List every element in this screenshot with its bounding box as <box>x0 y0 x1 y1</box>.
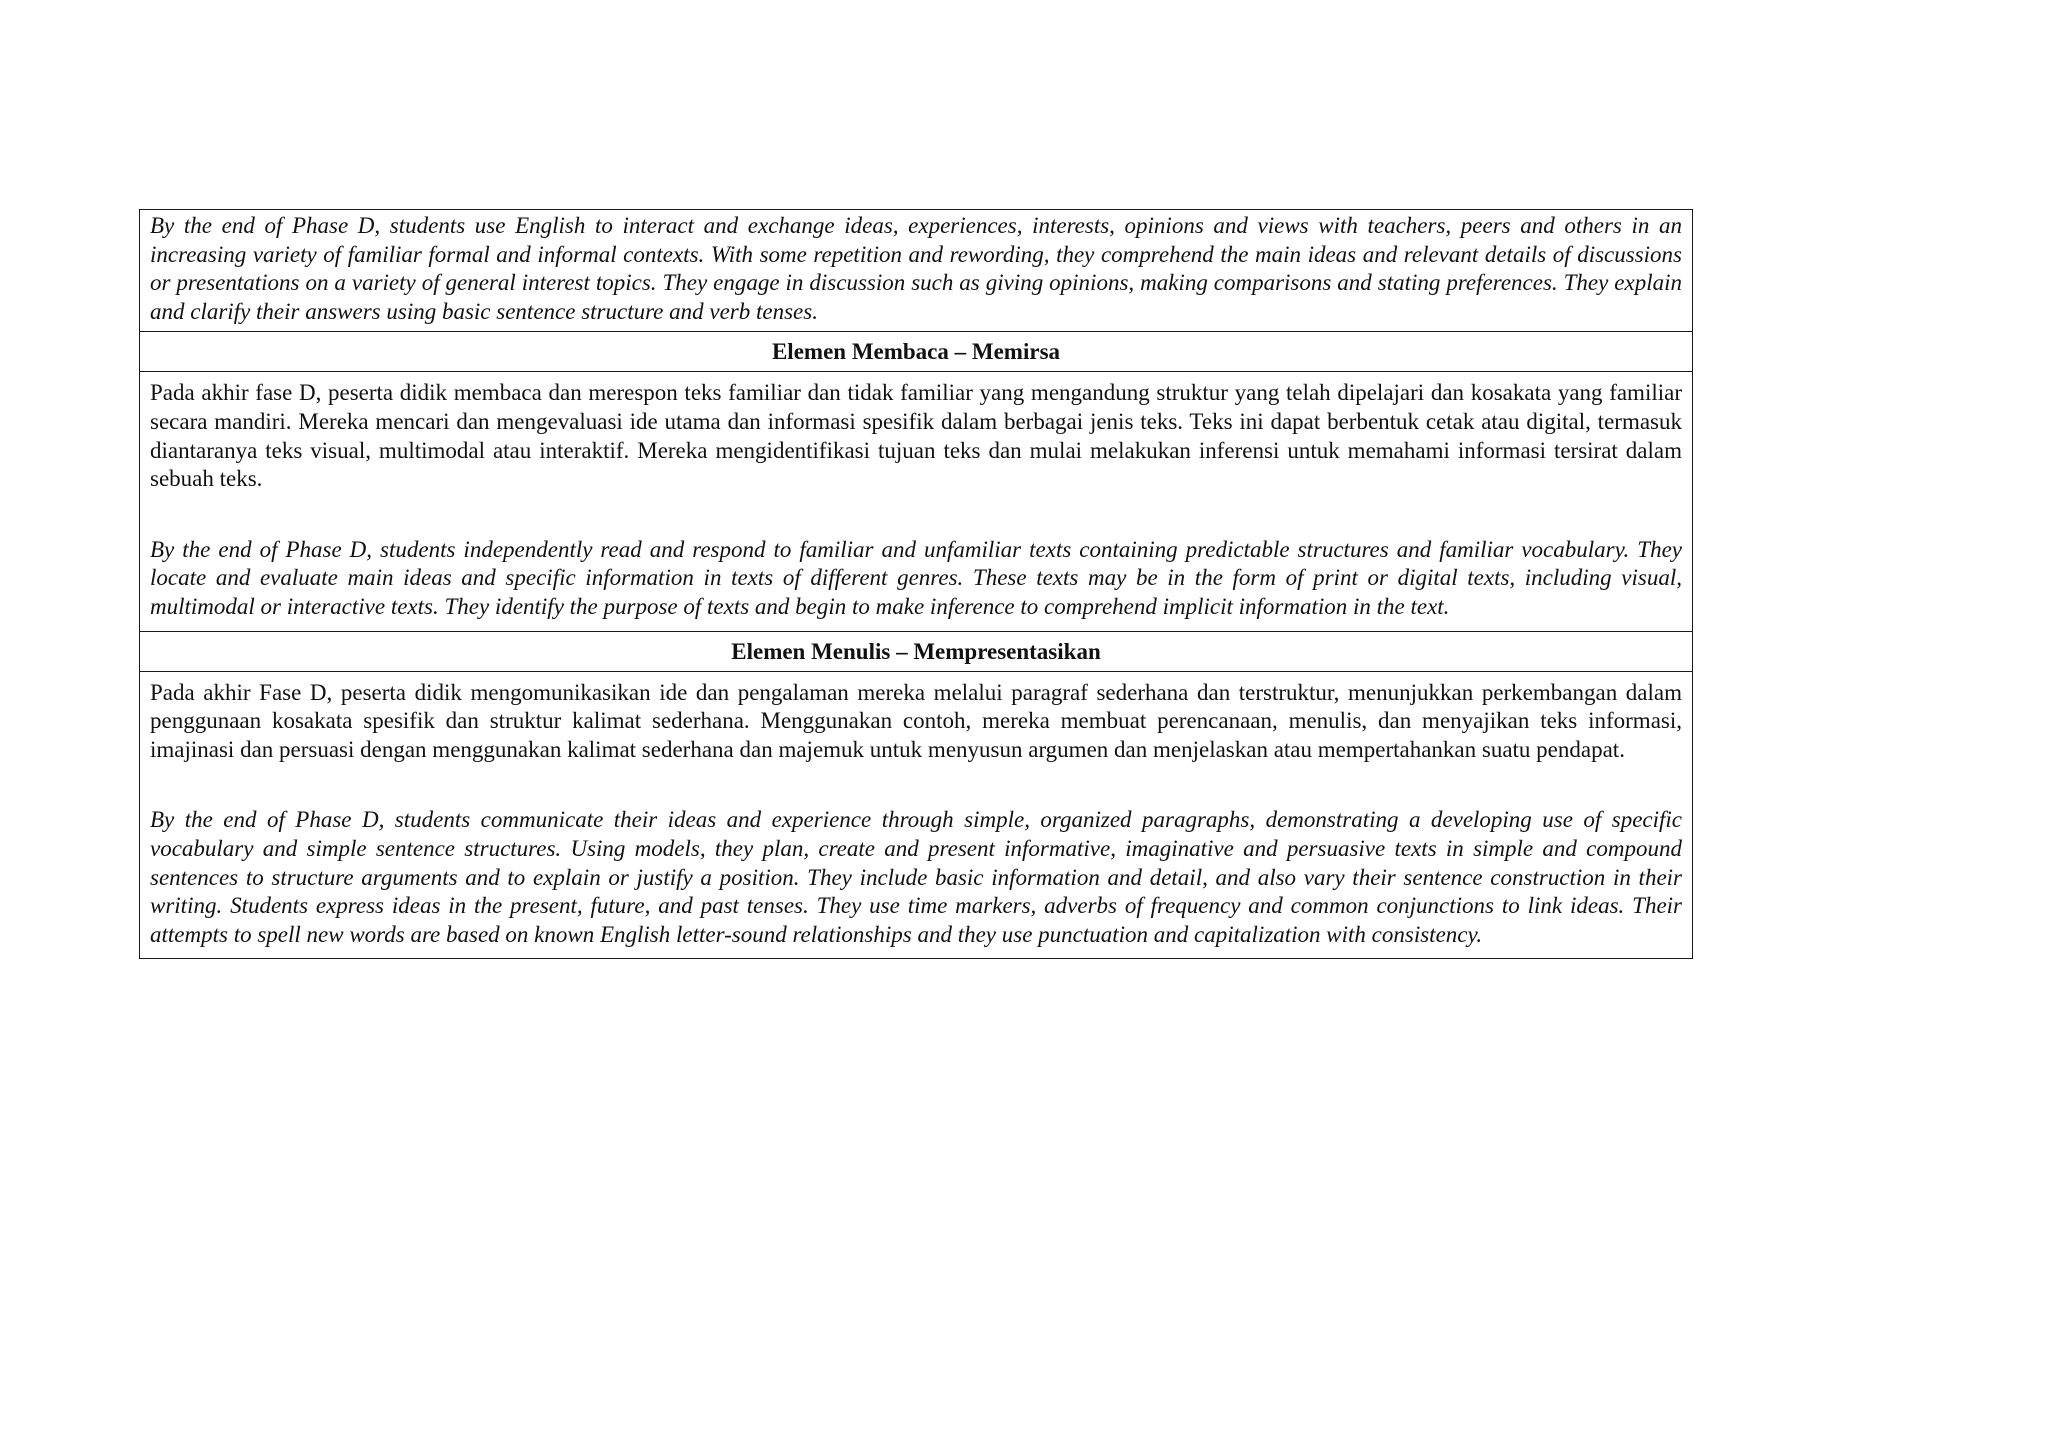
english-paragraph-membaca: By the end of Phase D, students independently read and respond to familiar and unfamiliar texts containing predictable structures and familiar vocabulary. They locate and evaluate main ideas and specific information in texts of different genres. These texts may be in the form of print or digital texts, including visual, multimodal or interactive texts. They identify the purpose of texts and begin to make inference to comprehend implicit information in the text. <box>150 536 1682 619</box>
paragraph-spacer <box>150 764 1682 806</box>
table-row <box>140 332 1693 372</box>
table-row <box>140 631 1693 671</box>
table-row <box>140 372 1693 631</box>
section-heading-membaca: Elemen Membaca – Memirsa <box>771 339 1061 365</box>
indonesian-paragraph-membaca: Pada akhir fase D, peserta didik membaca dan merespon teks familiar dan tidak familiar yang mengandung struktur yang telah dipelajari dan kosakata yang familiar secara mandiri. Mereka mencari dan mengevaluasi ide utama dan informasi spesifik dalam berbagai jenis teks. Teks ini dapat berbentuk cetak atau digital, termasuk diantaranya teks visual, multimodal atau interaktif. Mereka mengidentifikasi tujuan teks dan mulai melakukan inferensi untuk memahami informasi tersirat dalam sebuah teks. <box>150 380 1682 492</box>
learning-outcomes-table <box>139 209 1693 959</box>
section-heading-menulis: Elemen Menulis – Mempresentasikan <box>731 638 1101 664</box>
intro-english-paragraph: By the end of Phase D, students use English to interact and exchange ideas, experiences, interests, opinions and views with teachers, peers and others in an increasing variety of familiar formal and informal contexts. With some repetition and rewording, they comprehend the main ideas and relevant details of discussions or presentations on a variety of general interest topics. They engage in discussion such as giving opinions, making comparisons and stating preferences. They explain and clarify their answers using basic sentence structure and verb tenses. <box>150 213 1682 324</box>
section-body-cell-menulis <box>140 671 1693 959</box>
table-row <box>140 671 1693 959</box>
indonesian-paragraph-menulis: Pada akhir Fase D, peserta didik mengomunikasikan ide dan pengalaman mereka melalui paragraf sederhana dan terstruktur, menunjukkan perkembangan dalam penggunaan kosakata spesifik dan struktur kalimat sederhana. Menggunakan contoh, mereka membuat perencanaan, menulis, dan menyajikan teks informasi, imajinasi dan persuasi dengan menggunakan kalimat sederhana dan majemuk untuk menyusun argumen dan menjelaskan atau mempertahankan suatu pendapat. <box>150 679 1682 762</box>
section-body-cell-membaca <box>140 372 1693 631</box>
paragraph-spacer <box>150 494 1682 536</box>
intro-cell <box>140 210 1693 332</box>
section-heading-cell <box>140 631 1693 671</box>
section-heading-cell <box>140 332 1693 372</box>
table-row <box>140 210 1693 332</box>
english-paragraph-menulis: By the end of Phase D, students communicate their ideas and experience through simple, organized paragraphs, demonstrating a developing use of specific vocabulary and simple sentence structures. Using models, they plan, create and present informative, imaginative and persuasive texts in simple and compound sentences to structure arguments and to explain or justify a position. They include basic information and detail, and also vary their sentence construction in their writing. Students express ideas in the present, future, and past tenses. They use time markers, adverbs of frequency and common conjunctions to link ideas. Their attempts to spell new words are based on known English letter-sound relationships and they use punctuation and capitalization with consistency. <box>150 807 1682 947</box>
